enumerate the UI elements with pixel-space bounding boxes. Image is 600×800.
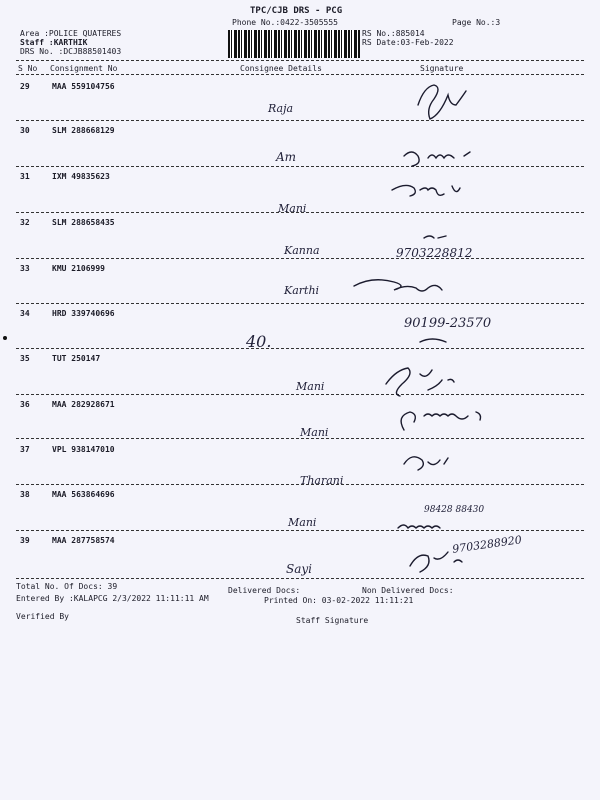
- row-number: 39: [20, 536, 30, 545]
- column-header-sno: S No: [18, 64, 38, 73]
- verified-by: Verified By: [16, 612, 69, 621]
- row-number: 29: [20, 82, 30, 91]
- consignment-number: SLM 288668129: [52, 126, 115, 135]
- row-number: 30: [20, 126, 30, 135]
- non-delivered-docs: Non Delivered Docs:: [362, 586, 454, 595]
- consignee-name: Mani: [278, 202, 307, 215]
- consignment-number: KMU 2106999: [52, 264, 105, 273]
- consignee-name: Karthi: [284, 284, 320, 297]
- column-header-consignment: Consignment No: [50, 64, 118, 73]
- consignee-name: Am: [276, 150, 297, 164]
- phone-handwritten: 9703288920: [451, 533, 523, 556]
- phone-number: Phone No.:0422-3505555: [232, 18, 338, 27]
- row-number: 36: [20, 400, 30, 409]
- staff-signature: Staff Signature: [296, 616, 369, 625]
- consignee-name: Sayi: [286, 562, 312, 576]
- consignment-number: VPL 938147010: [52, 445, 115, 454]
- consignee-name: Kanna: [284, 244, 320, 257]
- row-number: 33: [20, 264, 30, 273]
- consignment-number: SLM 288658435: [52, 218, 115, 227]
- area-field: Area :POLICE QUATERES: [20, 29, 122, 38]
- row-number: 35: [20, 354, 30, 363]
- consignment-number: MAA 559104756: [52, 82, 115, 91]
- column-header-consignee: Consignee Details: [240, 64, 322, 73]
- rs-number: RS No.:885014: [362, 29, 425, 38]
- consignee-name: Tharani: [300, 474, 344, 487]
- consignee-name: Mani: [300, 426, 329, 439]
- row-number: 37: [20, 445, 30, 454]
- row-number: 32: [20, 218, 30, 227]
- phone-handwritten: 9703228812: [396, 246, 473, 260]
- column-header-signature: Signature: [420, 64, 464, 73]
- consignee-name: Mani: [288, 516, 317, 529]
- consignment-number: MAA 287758574: [52, 536, 115, 545]
- printed-on: Printed On: 03-02-2022 11:11:21: [264, 596, 414, 605]
- page-number: Page No.:3: [452, 18, 501, 27]
- rs-date: RS Date:03-Feb-2022: [362, 38, 454, 47]
- consignee-name: Raja: [268, 102, 294, 115]
- consignment-number: IXM 49835623: [52, 172, 110, 181]
- drs-number: DRS No. :DCJB88501403: [20, 47, 122, 56]
- row-number: 31: [20, 172, 30, 181]
- row-number: 38: [20, 490, 30, 499]
- delivered-docs: Delivered Docs:: [228, 586, 301, 595]
- document-title: TPC/CJB DRS - PCG: [250, 6, 343, 16]
- consignment-number: MAA 282928671: [52, 400, 115, 409]
- phone-handwritten: 98428 88430: [424, 505, 485, 515]
- entered-by: Entered By :KALAPCG 2/3/2022 11:11:11 AM: [16, 594, 209, 603]
- consignee-name: 40.: [246, 332, 272, 351]
- consignee-name: Mani: [296, 380, 325, 393]
- staff-field: Staff :KARTHIK: [20, 38, 88, 47]
- consignment-number: TUT 250147: [52, 354, 101, 363]
- consignment-number: MAA 563864696: [52, 490, 115, 499]
- row-number: 34: [20, 309, 30, 318]
- consignment-number: HRD 339740696: [52, 309, 115, 318]
- total-docs: Total No. Of Docs: 39: [16, 582, 118, 591]
- phone-handwritten: 90199-23570: [404, 316, 492, 331]
